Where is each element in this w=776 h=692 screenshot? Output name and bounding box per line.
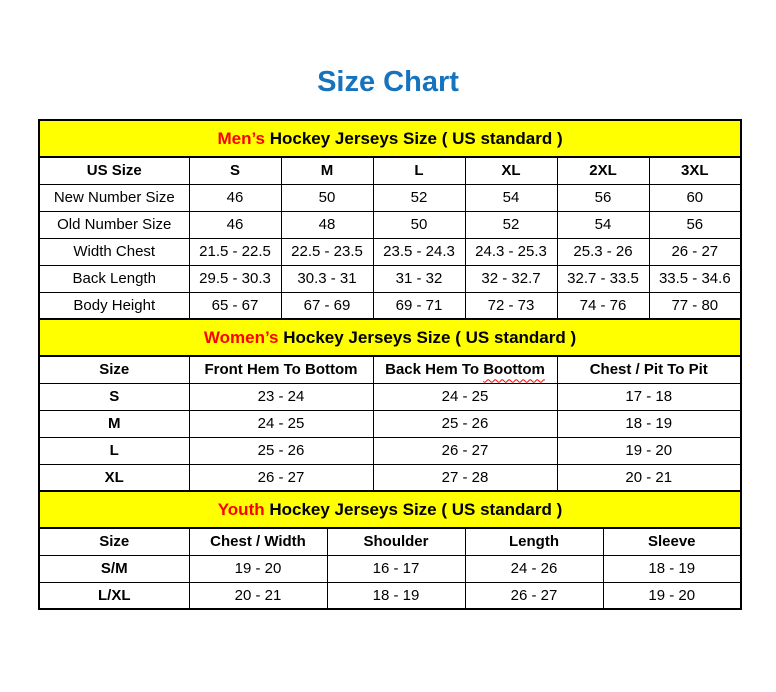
size-cell: 60 [649, 184, 741, 211]
mens-col-xl: XL [465, 157, 557, 184]
row-label: S/M [39, 555, 189, 582]
size-cell: 23 - 24 [189, 383, 373, 410]
size-cell: 30.3 - 31 [281, 265, 373, 292]
size-cell: 56 [649, 211, 741, 238]
womens-banner-rest: Hockey Jerseys Size ( US standard ) [278, 328, 577, 347]
size-cell: 22.5 - 23.5 [281, 238, 373, 265]
womens-col-front-hem: Front Hem To Bottom [189, 356, 373, 383]
size-cell: 72 - 73 [465, 292, 557, 319]
table-row [39, 184, 741, 211]
table-row [39, 410, 741, 437]
youth-header-row [39, 528, 741, 555]
size-cell: 31 - 32 [373, 265, 465, 292]
size-cell: 19 - 20 [189, 555, 327, 582]
size-cell: 21.5 - 22.5 [189, 238, 281, 265]
size-cell: 19 - 20 [557, 437, 741, 464]
mens-col-s: S [189, 157, 281, 184]
size-cell: 24.3 - 25.3 [465, 238, 557, 265]
mens-banner-rest: Hockey Jerseys Size ( US standard ) [265, 129, 563, 148]
row-label: L [39, 437, 189, 464]
back-hem-misspelled-word: Boottom [483, 361, 545, 379]
size-cell: 23.5 - 24.3 [373, 238, 465, 265]
size-cell: 56 [557, 184, 649, 211]
size-cell: 46 [189, 211, 281, 238]
table-row [39, 292, 741, 319]
mens-banner-text [39, 120, 741, 157]
size-cell: 32.7 - 33.5 [557, 265, 649, 292]
size-cell: 26 - 27 [373, 437, 557, 464]
mens-col-us-size: US Size [39, 157, 189, 184]
size-cell: 52 [465, 211, 557, 238]
row-label: S [39, 383, 189, 410]
size-cell: 50 [373, 211, 465, 238]
table-row [39, 211, 741, 238]
size-cell: 50 [281, 184, 373, 211]
size-cell: 16 - 17 [327, 555, 465, 582]
size-cell: 25 - 26 [189, 437, 373, 464]
womens-header-row [39, 356, 741, 383]
page-title: Size Chart [317, 66, 459, 98]
womens-col-size: Size [39, 356, 189, 383]
mens-header-row [39, 157, 741, 184]
womens-banner-text [39, 319, 741, 356]
size-cell: 18 - 19 [327, 582, 465, 609]
size-cell: 25.3 - 26 [557, 238, 649, 265]
size-cell: 20 - 21 [189, 582, 327, 609]
youth-banner-rest: Hockey Jerseys Size ( US standard ) [264, 500, 563, 519]
mens-banner-highlight: Men’s [217, 129, 265, 148]
mens-size-table [38, 119, 742, 320]
row-label: Back Length [39, 265, 189, 292]
size-cell: 17 - 18 [557, 383, 741, 410]
size-cell: 29.5 - 30.3 [189, 265, 281, 292]
size-cell: 54 [465, 184, 557, 211]
womens-banner-highlight: Women’s [203, 328, 279, 347]
womens-size-table [38, 318, 742, 492]
womens-banner [39, 319, 741, 356]
row-label: New Number Size [39, 184, 189, 211]
size-chart [38, 119, 740, 610]
youth-col-sleeve: Sleeve [603, 528, 741, 555]
size-cell: 26 - 27 [465, 582, 603, 609]
youth-col-chest-width: Chest / Width [189, 528, 327, 555]
mens-col-2xl: 2XL [557, 157, 649, 184]
size-cell: 52 [373, 184, 465, 211]
youth-col-shoulder: Shoulder [327, 528, 465, 555]
size-cell: 27 - 28 [373, 464, 557, 491]
youth-col-length: Length [465, 528, 603, 555]
youth-banner [39, 491, 741, 528]
size-cell: 77 - 80 [649, 292, 741, 319]
table-row [39, 238, 741, 265]
size-cell: 67 - 69 [281, 292, 373, 319]
mens-col-3xl: 3XL [649, 157, 741, 184]
size-cell: 24 - 25 [189, 410, 373, 437]
row-label: Old Number Size [39, 211, 189, 238]
youth-banner-text [39, 491, 741, 528]
row-label: Width Chest [39, 238, 189, 265]
size-cell: 19 - 20 [603, 582, 741, 609]
table-row [39, 437, 741, 464]
size-cell: 69 - 71 [373, 292, 465, 319]
row-label: XL [39, 464, 189, 491]
size-cell: 26 - 27 [649, 238, 741, 265]
size-cell: 33.5 - 34.6 [649, 265, 741, 292]
size-cell: 26 - 27 [189, 464, 373, 491]
womens-col-back-hem [373, 356, 557, 383]
row-label: L/XL [39, 582, 189, 609]
table-row [39, 383, 741, 410]
size-cell: 18 - 19 [603, 555, 741, 582]
size-cell: 20 - 21 [557, 464, 741, 491]
mens-banner [39, 120, 741, 157]
row-label: Body Height [39, 292, 189, 319]
womens-col-chest: Chest / Pit To Pit [557, 356, 741, 383]
size-cell: 25 - 26 [373, 410, 557, 437]
youth-size-table [38, 490, 742, 610]
size-cell: 46 [189, 184, 281, 211]
mens-col-l: L [373, 157, 465, 184]
size-cell: 24 - 26 [465, 555, 603, 582]
table-row [39, 582, 741, 609]
size-cell: 74 - 76 [557, 292, 649, 319]
table-row [39, 464, 741, 491]
youth-col-size: Size [39, 528, 189, 555]
size-cell: 24 - 25 [373, 383, 557, 410]
size-cell: 18 - 19 [557, 410, 741, 437]
size-cell: 65 - 67 [189, 292, 281, 319]
youth-banner-highlight: Youth [217, 500, 265, 519]
size-cell: 32 - 32.7 [465, 265, 557, 292]
mens-col-m: M [281, 157, 373, 184]
size-cell: 54 [557, 211, 649, 238]
row-label: M [39, 410, 189, 437]
size-cell: 48 [281, 211, 373, 238]
table-row [39, 265, 741, 292]
table-row [39, 555, 741, 582]
back-hem-prefix: Back Hem To [385, 361, 484, 379]
